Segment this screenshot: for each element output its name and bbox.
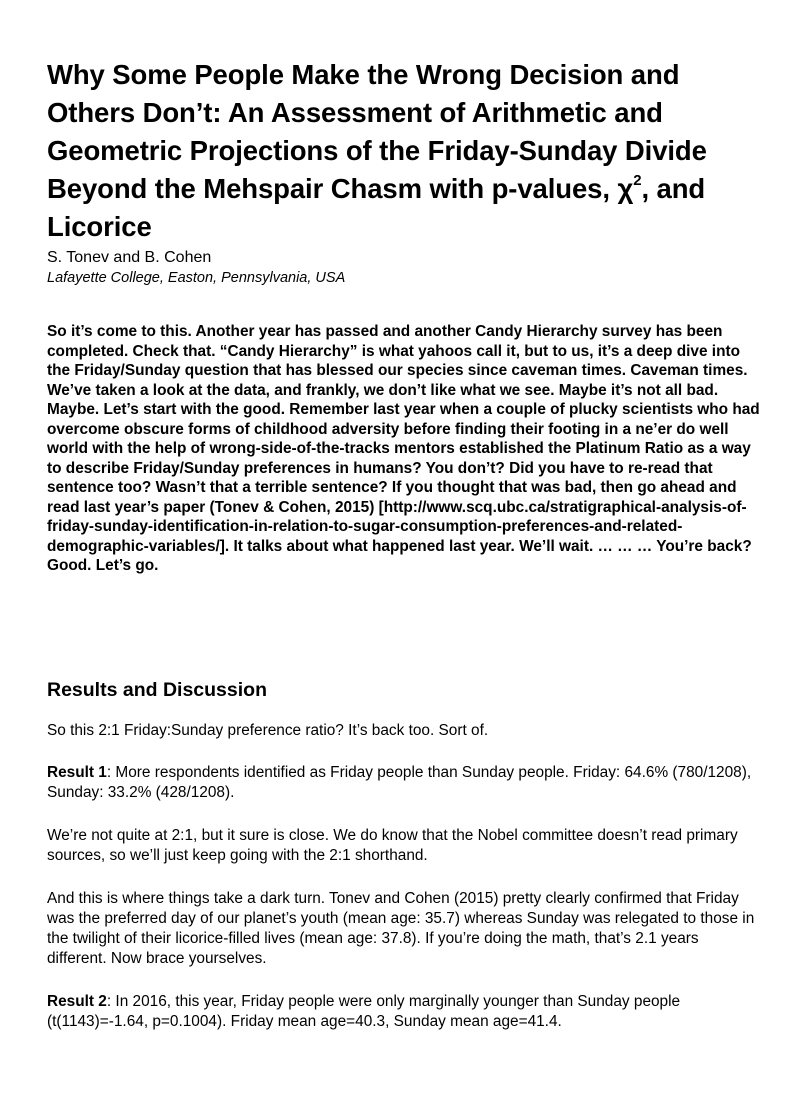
- paper-title: [47, 56, 767, 246]
- authors: S. Tonev and B. Cohen: [47, 249, 212, 266]
- affiliation: Lafayette College, Easton, Pennsylvania, USA: [47, 270, 346, 286]
- result-1-label: Result 1: [47, 764, 107, 781]
- section-heading-results: Results and Discussion: [47, 679, 267, 701]
- result-1-text: : More respondents identified as Friday people than Sunday people. Friday: 64.6% (780/1208), Sunday: 33.2% (428/1208).: [47, 764, 752, 801]
- paragraph-result-1: [47, 763, 759, 803]
- paper-title-tail: , and Licorice: [47, 173, 706, 242]
- result-2-label: Result 2: [47, 993, 107, 1010]
- paragraph-intro: So this 2:1 Friday:Sunday preference ratio? It’s back too. Sort of.: [47, 722, 489, 739]
- result-2-text: : In 2016, this year, Friday people were only marginally younger than Sunday people (t(1143)=-1.64, p=0.1004). Friday mean age=40.3, Sunday mean age=41.4.: [47, 993, 681, 1030]
- chi-superscript: 2: [633, 172, 642, 189]
- paragraph-dark-turn: And this is where things take a dark turn. Tonev and Cohen (2015) pretty clearly confirmed that Friday was the preferred day of our planet’s youth (mean age: 35.7) whereas Sunday was relegated to those in the twilight of their licorice-filled lives (mean age: 37.8). If you’re doing the math, that’s 2.1 years different. Now brace yourselves.: [47, 890, 755, 967]
- abstract: So it’s come to this. Another year has passed and another Candy Hierarchy survey has been completed. Check that. “Candy Hierarchy” is what yahoos call it, but to us, it’s a deep dive into the Friday/Sunday question that has blessed our species since caveman times. Caveman times. We’ve taken a look at the data, and frankly, we don’t like what we see. Maybe it’s not all bad. Maybe. Let’s start with the good. Remember last year when a couple of plucky scientists who had overcome obscure forms of childhood adversity before finding their footing in a ne’er do well world with the help of wrong-side-of-the-tracks mentors established the Platinum Ratio as a way to describe Friday/Sunday preferences in humans? You don’t? Did you have to re-read that sentence too? Wasn’t that a terrible sentence? If you thought that was bad, then go ahead and read last year’s paper (Tonev & Cohen, 2015) [http://www.scq.ubc.ca/stratigraphical-analysis-of-friday-sunday-identification-in-relation-to-sugar-consumption-preferences-and-related-demographic-variables/]. It talks about what happened last year. We’ll wait. … … … You’re back? Good. Let’s go.: [47, 323, 760, 574]
- paragraph-ratio-note: We’re not quite at 2:1, but it sure is close. We do know that the Nobel committee doesn’t read primary sources, so we’ll just keep going with the 2:1 shorthand.: [47, 827, 738, 864]
- paper-title-main: Why Some People Make the Wrong Decision and Others Don’t: An Assessment of Arithmetic and Geometric Projections of the Friday-Sunday Divide Beyond the Mehspair Chasm with p-values, χ: [47, 59, 707, 204]
- paragraph-result-2: [47, 992, 759, 1032]
